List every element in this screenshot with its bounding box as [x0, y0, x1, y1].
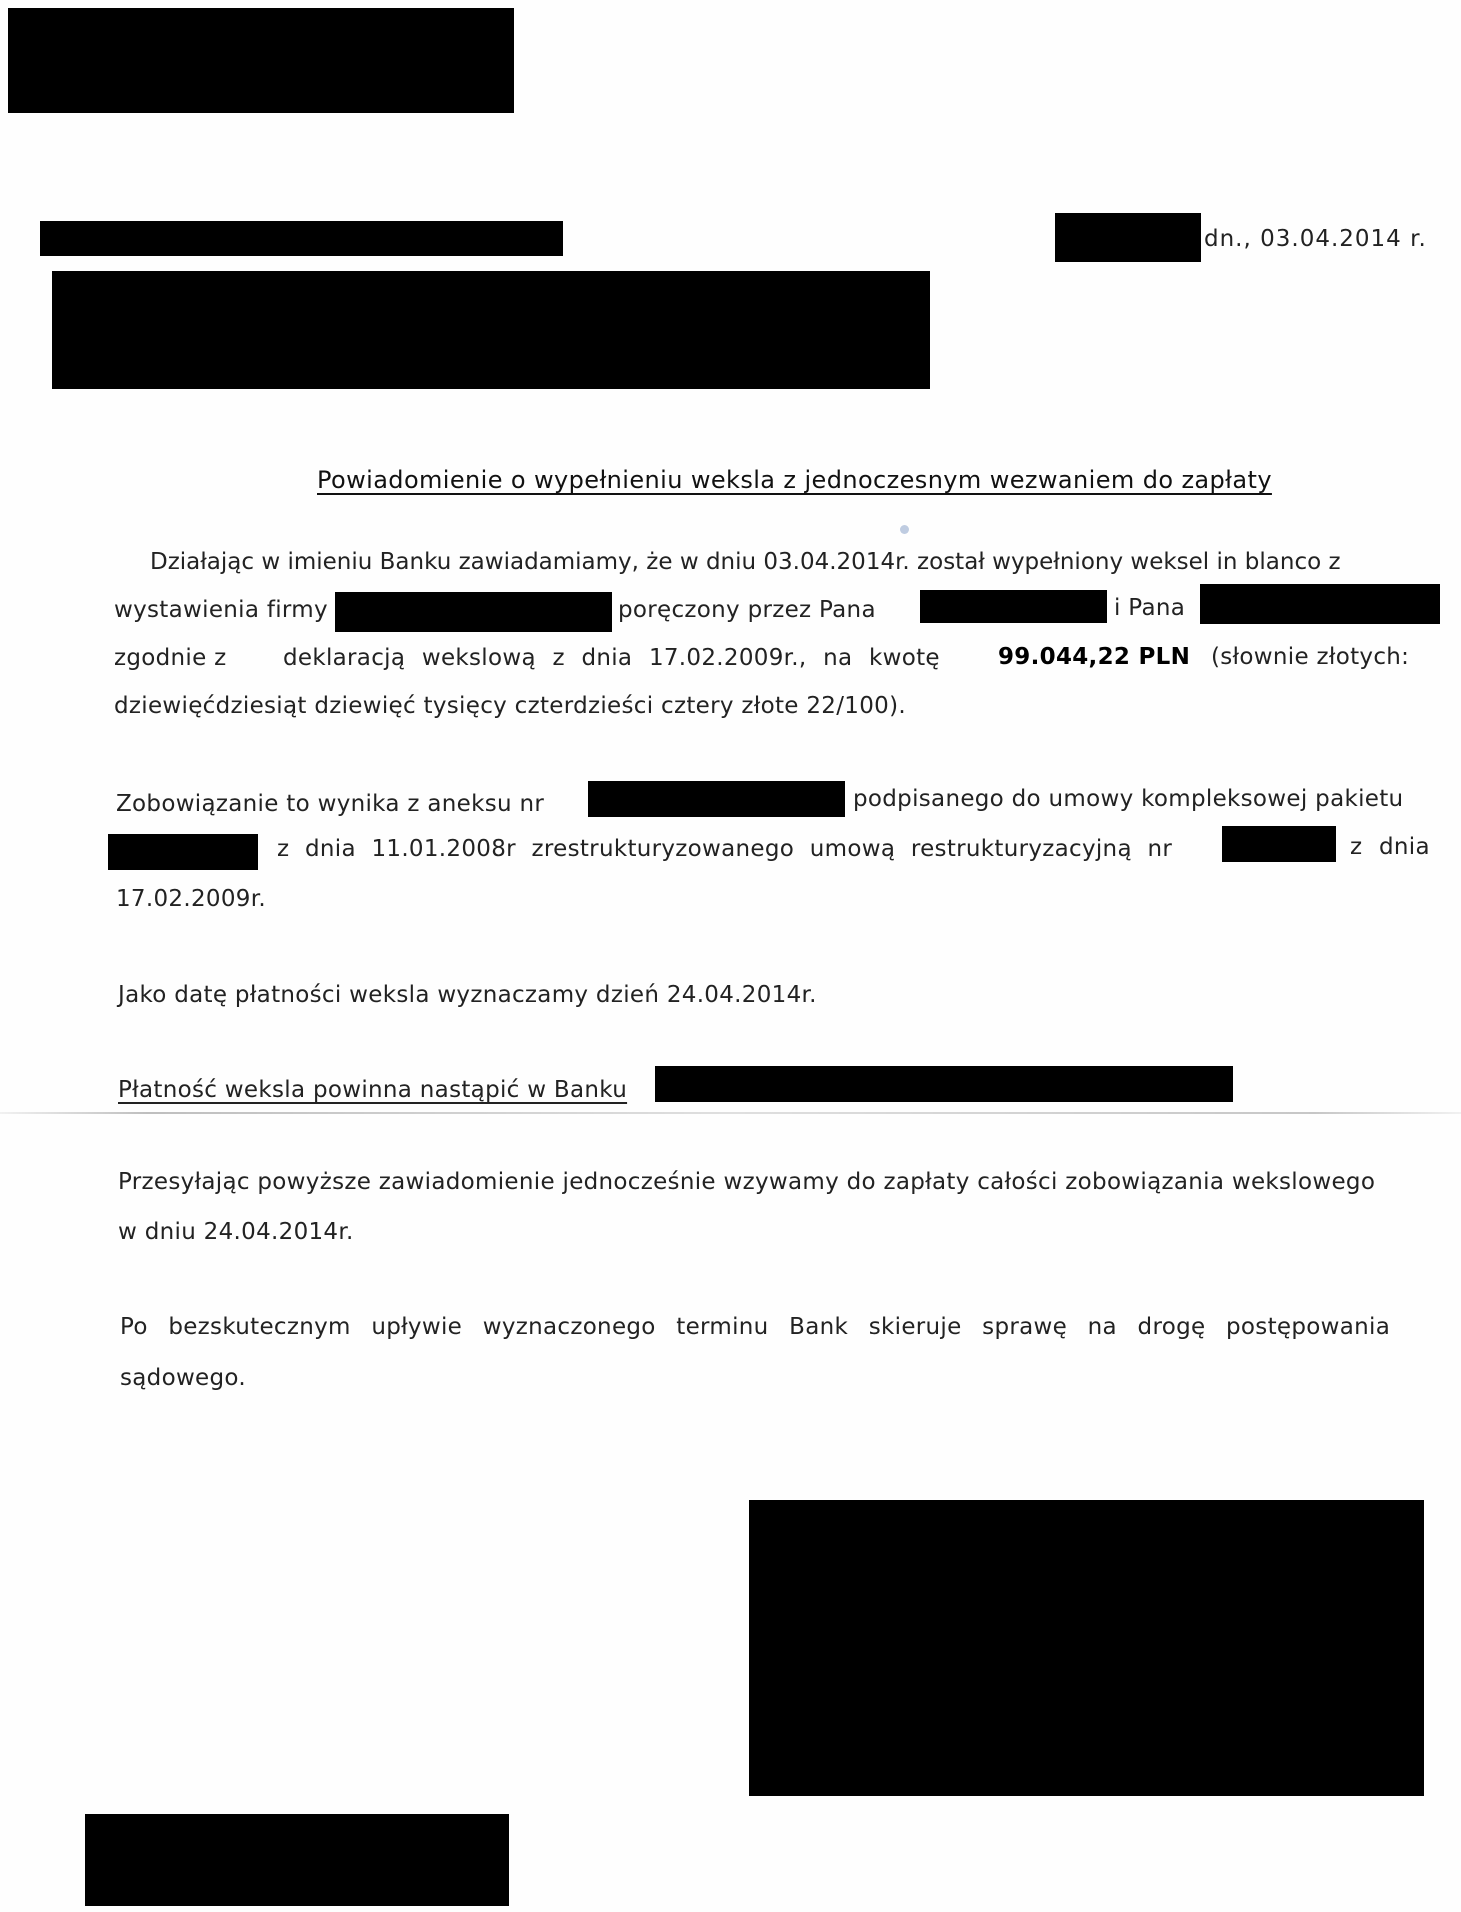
- document-title: Powiadomienie o wypełnieniu weksla z jednoczesnym wezwaniem do zapłaty: [317, 466, 1272, 494]
- paragraph-1-line-4: dziewięćdziesiąt dziewięć tysięcy czterdzieści cztery złote 22/100).: [114, 693, 906, 719]
- paragraph-6-line-2: sądowego.: [120, 1365, 246, 1391]
- text-span: z dnia 11.01.2008r zrestrukturyzowanego umową restrukturyzacyjną nr: [277, 836, 1173, 862]
- paragraph-2-line-1a: Zobowiązanie to wynika z aneksu nr: [116, 791, 545, 817]
- redacted-footer: [85, 1814, 509, 1906]
- paragraph-1-line-3a: zgodnie z: [114, 645, 227, 671]
- paragraph-1-line-1: [150, 549, 1427, 575]
- redacted-bank-details: [655, 1066, 1233, 1102]
- amount-value: 99.044,22 PLN: [998, 644, 1191, 670]
- redacted-addressee-block: [52, 271, 930, 389]
- redacted-place: [1055, 213, 1201, 262]
- redacted-package-name: [108, 834, 258, 870]
- text-span: z dnia: [1350, 834, 1430, 860]
- payment-date-paragraph: Jako datę płatności weksla wyznaczamy dzień 24.04.2014r.: [118, 982, 817, 1008]
- paragraph-5-line-1: Przesyłając powyższe zawiadomienie jednocześnie wzywamy do zapłaty całości zobowiązania wekslowego: [118, 1169, 1376, 1195]
- redacted-sender-line: [40, 221, 563, 256]
- paragraph-2-line-2b: [1350, 834, 1430, 860]
- paragraph-1-line-3b: [283, 645, 940, 671]
- paragraph-1-line-3c: (słownie złotych:: [1211, 644, 1410, 670]
- paragraph-1-line-2b: poręczony przez Pana: [618, 597, 876, 623]
- paragraph-2-line-1b: podpisanego do umowy kompleksowej pakietu: [853, 786, 1404, 812]
- paragraph-2-line-2a: [277, 836, 1172, 862]
- text-span: Działając w imieniu Banku zawiadamiamy, że w dniu 03.04.2014r. został wypełniony weksel in blanco z: [150, 549, 1341, 575]
- redacted-company-name: [335, 592, 612, 632]
- payment-bank-paragraph: Płatność weksla powinna nastąpić w Banku: [118, 1077, 628, 1103]
- ink-dot: [900, 525, 909, 534]
- redacted-signature-stamp: [749, 1500, 1424, 1796]
- document-date: dn., 03.04.2014 r.: [1204, 226, 1427, 252]
- redacted-guarantor-1: [920, 590, 1107, 623]
- paragraph-1-line-2a: wystawienia firmy: [114, 597, 328, 623]
- paragraph-1-line-2c: i Pana: [1114, 595, 1186, 621]
- paragraph-6-line-1: [120, 1314, 1390, 1340]
- paragraph-2-line-3: 17.02.2009r.: [116, 886, 266, 912]
- redacted-guarantor-2: [1200, 584, 1440, 624]
- text-span: Po bezskutecznym upływie wyznaczonego terminu Bank skieruje sprawę na drogę postępowania: [120, 1314, 1391, 1340]
- redacted-agreement-number: [1222, 826, 1336, 862]
- text-span: deklaracją wekslową z dnia 17.02.2009r., na kwotę: [283, 645, 940, 671]
- redacted-letterhead: [8, 8, 514, 113]
- paragraph-5-line-2: w dniu 24.04.2014r.: [118, 1219, 354, 1245]
- redacted-annex-number: [588, 781, 845, 817]
- paper-fold-line: [0, 1112, 1461, 1114]
